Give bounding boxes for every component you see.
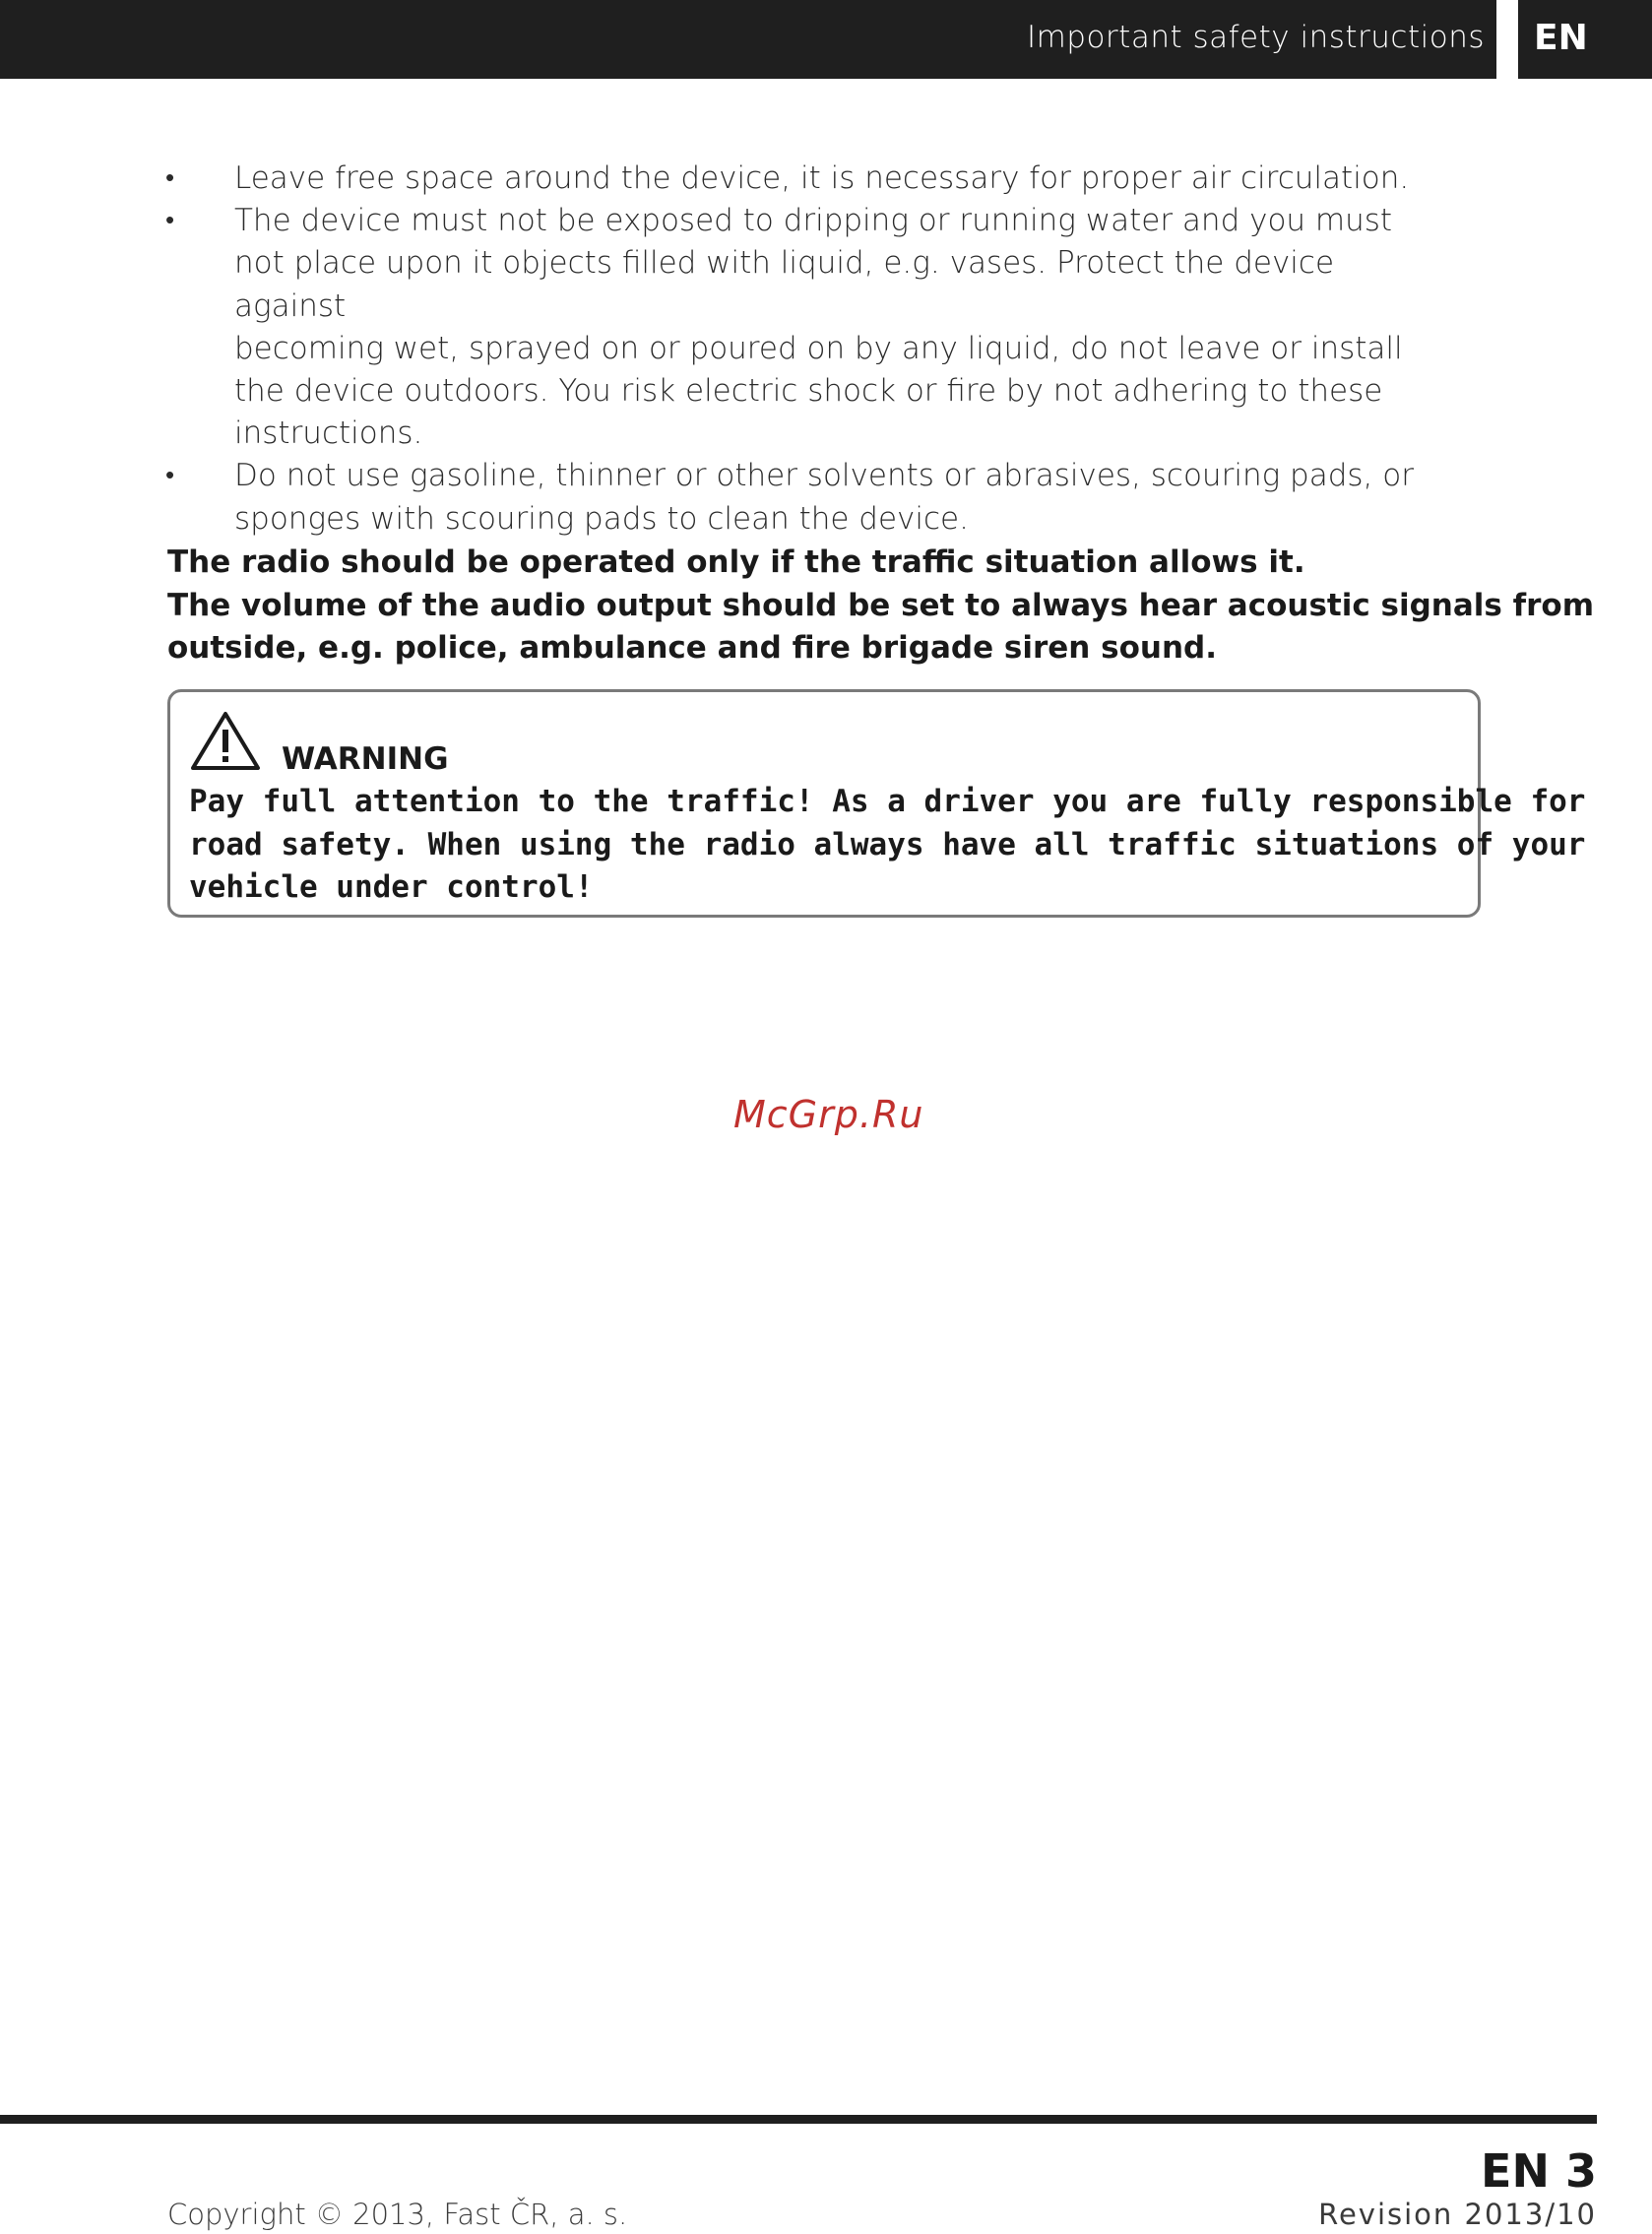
- traffic-note: [167, 542, 1595, 670]
- list-item: [163, 200, 1443, 455]
- list-item-line: instructions.: [234, 415, 423, 452]
- header-bar: [0, 0, 1496, 79]
- list-item-line: the device outdoors. You risk electric shock or fire by not adhering to these: [234, 373, 1383, 410]
- warning-title: WARNING: [282, 741, 449, 777]
- list-item: [163, 455, 1443, 540]
- revision-text: Revision 2013/10: [1318, 2198, 1597, 2231]
- list-item-line: The device must not be exposed to dripping or running water and you must: [234, 203, 1393, 239]
- bullet-marker: •: [165, 206, 175, 236]
- footer-rule: [0, 2115, 1597, 2124]
- warning-text-line: vehicle under control!: [189, 869, 594, 905]
- warning-text-line: road safety. When using the radio always have all traffic situations of your: [189, 826, 1586, 862]
- watermark: McGrp.Ru: [733, 1093, 924, 1136]
- bullet-marker: •: [165, 163, 175, 193]
- section-title: Important safety instructions: [1026, 20, 1485, 55]
- warning-box: [167, 689, 1586, 918]
- traffic-note-line: The radio should be operated only if the traffic situation allows it.: [167, 544, 1305, 580]
- traffic-note-line: The volume of the audio output should be set to always hear acoustic signals from: [167, 587, 1595, 623]
- bullet-marker: •: [165, 461, 175, 491]
- list-item-line: becoming wet, sprayed on or poured on by any liquid, do not leave or install: [234, 330, 1403, 366]
- list-item: [163, 158, 1443, 200]
- list-item-line: not place upon it objects filled with liquid, e.g. vases. Protect the device against: [234, 245, 1335, 324]
- list-item-line: Leave free space around the device, it is necessary for proper air circulation.: [234, 160, 1410, 196]
- list-item-line: Do not use gasoline, thinner or other solvents or abrasives, scouring pads, or: [234, 458, 1414, 494]
- language-tab: [1518, 0, 1652, 79]
- warning-text: [189, 781, 1586, 910]
- traffic-note-line: outside, e.g. police, ambulance and fire brigade siren sound.: [167, 630, 1217, 666]
- safety-bullet-list: [163, 158, 1443, 541]
- warning-triangle-icon: [190, 710, 261, 771]
- copyright-text: Copyright © 2013, Fast ČR, a. s.: [167, 2198, 628, 2231]
- page-number: EN 3: [1481, 2144, 1597, 2198]
- list-item-line: sponges with scouring pads to clean the device.: [234, 500, 969, 537]
- warning-text-line: Pay full attention to the traffic! As a driver you are fully responsible for: [189, 784, 1586, 819]
- language-label: EN: [1534, 18, 1588, 58]
